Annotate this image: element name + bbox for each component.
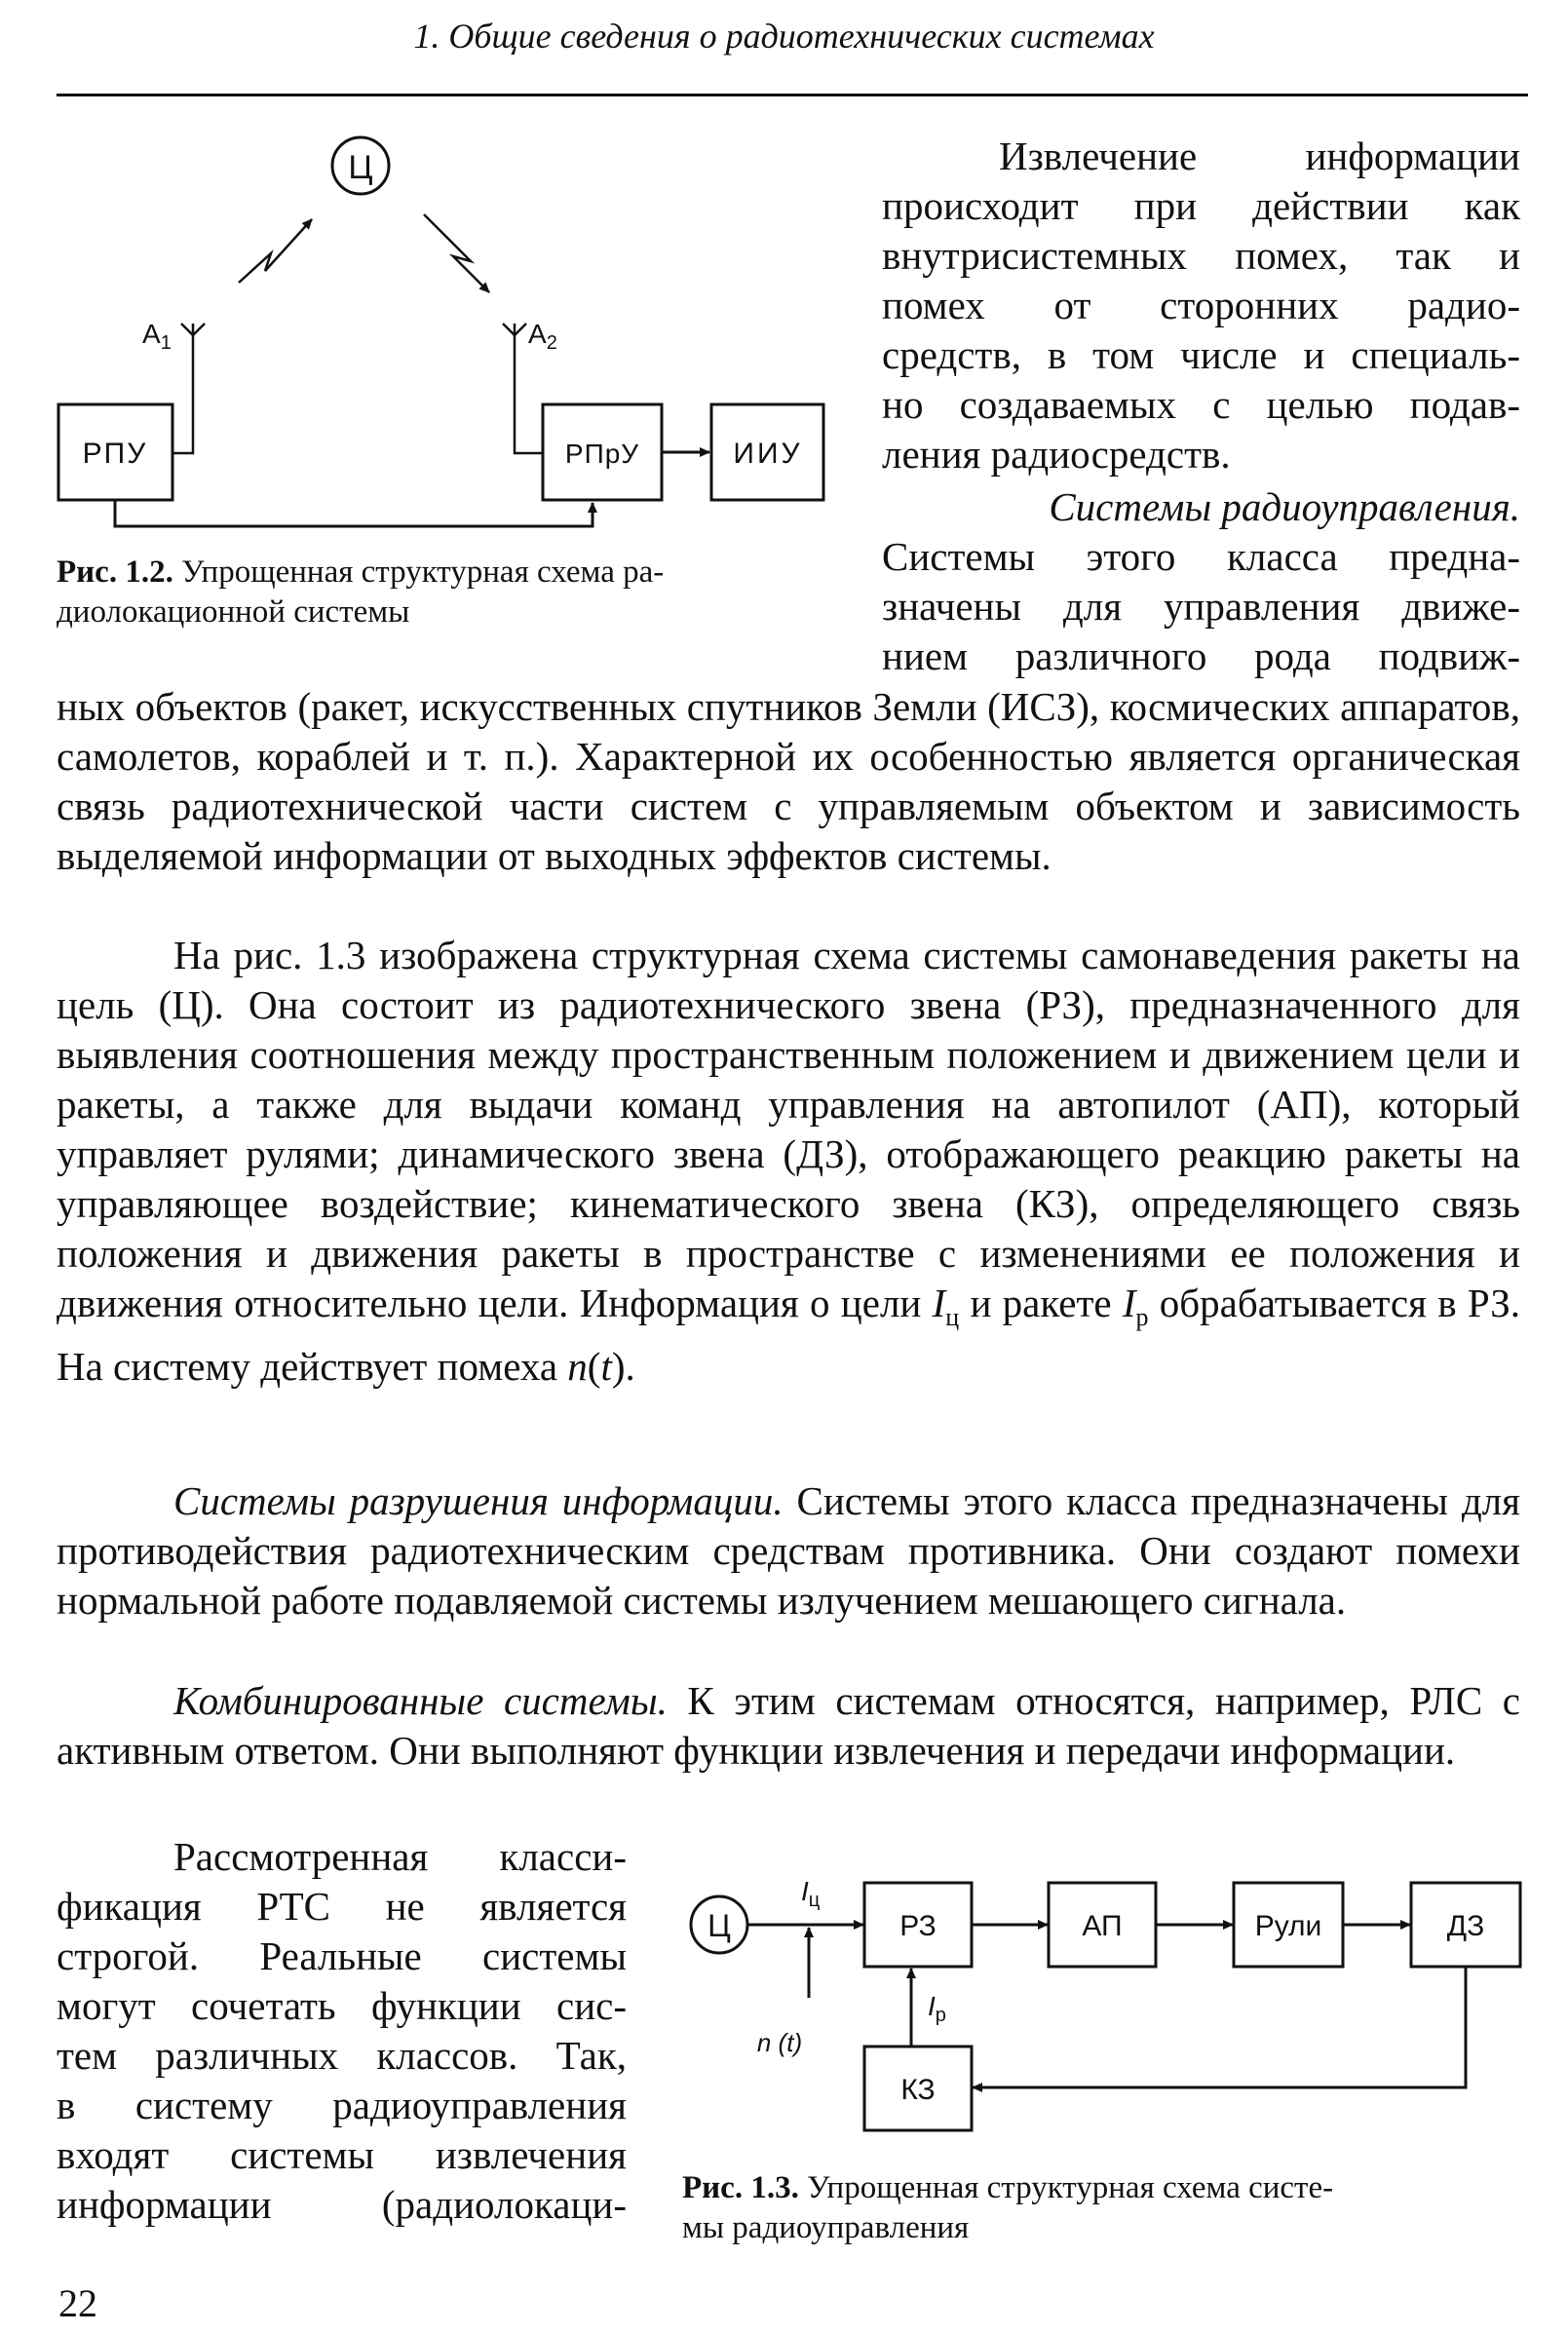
paragraph-classification: Рассмотренная класси- фикация РТС не является строгой. Реальные системы могут сочетать функции сис- тем различных классов. Так, в систему радиоуправления входят системы извлечения информации (радиолокаци- <box>57 1834 627 2227</box>
paragraph-destruction-systems: Системы разрушения информации. Системы этого класса предназначены для противодействия радиотехническим средствам противника. Они создают помехи нормальной работе подавляемой системы излучением мешающего сигнала. <box>57 1478 1521 1623</box>
receiver-label: РПрУ <box>564 439 640 469</box>
ruli-label: Рули <box>1254 1910 1322 1942</box>
dz-to-kz-feedback <box>973 1967 1466 2087</box>
running-head: 1. Общие сведения о радиотехнических системах <box>413 17 1155 56</box>
figure-1-3-caption: Рис. 1.3. Упрощенная структурная схема систе- мы радиоуправления <box>682 2170 1334 2245</box>
target-label: Ц <box>348 149 373 186</box>
paragraph-figure-1-3-description: На рис. 1.3 изображена структурная схема системы самонаведения ракеты на цель (Ц). Она состоит из радиотехнического звена (РЗ), предназначенного для выявления соотношения между пространственным положением и движением цели и ракеты, а также для выдачи команд управления на автопилот (АП), который управляет рулями; динамического звена (ДЗ), отображающего реакцию ракеты на управляющее воздействие; кинематического звена (КЗ), определяющего связь положения и движения ракеты в пространстве с изменениями ее положения и движения относительно цели. Информация о цели $I_ц$ и ракете $I_р$ обрабатывается в РЗ. На систему действует помеха n(t). <box>57 933 1520 1390</box>
ap-label: АП <box>1082 1910 1123 1942</box>
antenna-a1-label: $А_1$ <box>142 319 172 354</box>
paragraph-combined-systems: Комбинированные системы. К этим системам относятся, например, РЛС с активным ответом. Они выполняют функции извлечения и передачи информации. <box>57 1678 1520 1773</box>
antenna-a2-label: $А_2$ <box>528 319 557 354</box>
i-target-label: $I_ц$ <box>801 1876 821 1911</box>
page-number: 22 <box>58 2281 97 2325</box>
figure-1-3-diagram <box>672 1861 1530 2154</box>
dz-label: ДЗ <box>1446 1910 1485 1942</box>
section-title-destruction: Системы разрушения информации. <box>173 1478 784 1523</box>
paragraph-control-systems: Системы радиоуправления. Системы этого класса предна- значены для управления движе- нием различного рода подвиж- <box>882 484 1520 678</box>
header-rule <box>57 94 1528 96</box>
rz-label: РЗ <box>899 1910 937 1942</box>
figure-1-2-caption: Рис. 1.2. Упрощенная структурная схема ра- диолокационной системы <box>57 555 665 630</box>
transmitter-label: РПУ <box>82 438 148 470</box>
noise-label: n (t) <box>756 2028 803 2057</box>
link-down-right <box>424 214 489 292</box>
link-up-left <box>239 219 312 283</box>
sync-line <box>115 500 593 526</box>
target-label: Ц <box>708 1908 731 1943</box>
paragraph-control-continued: ных объектов (ракет, искусственных спутников Земли (ИСЗ), космических аппаратов, самолетов, кораблей и т. п.). Характерной их особенностью является органическая связь радиотехнической части систем с управляемым объектом и зависимость выделяемой информации от выходных эффектов системы. <box>57 684 1520 878</box>
indicator-label: ИИУ <box>733 438 803 470</box>
kz-label: КЗ <box>900 2074 936 2106</box>
figure-1-2-diagram <box>49 117 838 624</box>
paragraph-extraction: Извлечение информации происходит при действии как внутрисистемных помех, так и помех от сторонних радио- средств, в том числе и специаль- но создаваемых с целью подав- ления радиосредств. <box>882 134 1520 477</box>
section-title-combined: Комбинированные системы. <box>173 1678 668 1723</box>
antenna-a1-icon <box>172 324 205 453</box>
i-rocket-label: $I_р$ <box>928 1991 946 2026</box>
section-title-control: Системы радиоуправления. <box>1049 484 1520 529</box>
